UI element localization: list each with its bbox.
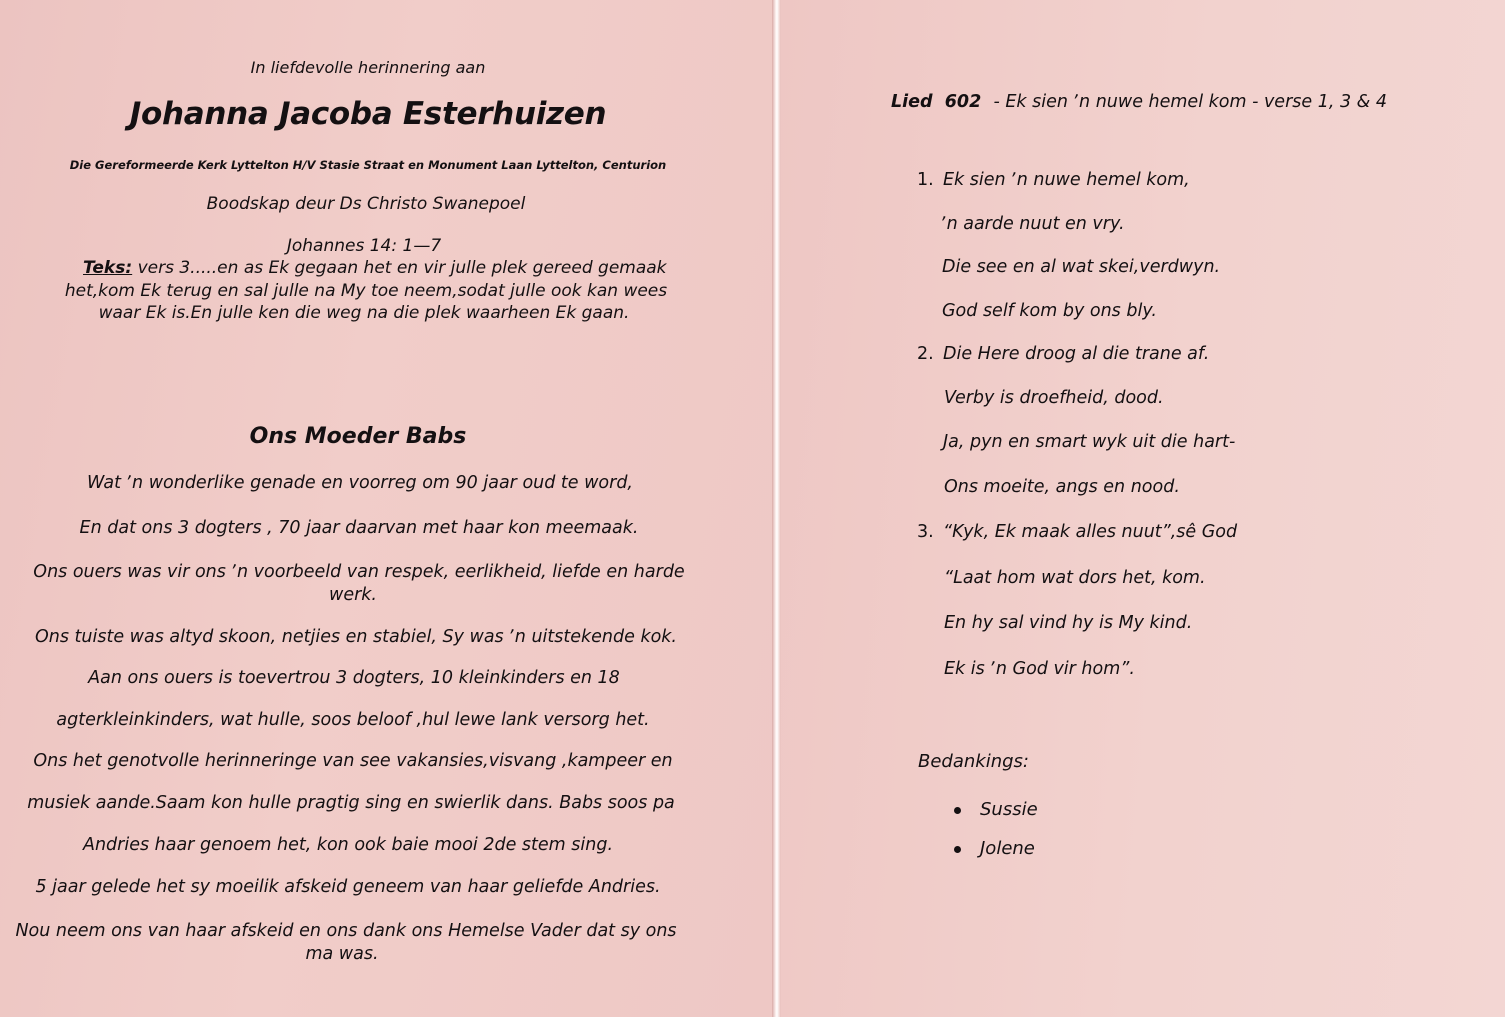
thanks-name: Sussie (980, 799, 1038, 820)
scripture-reference: Johannes 14: 1—7 (286, 236, 442, 256)
teks-line-3: waar Ek is.En julle ken die weg na die plek waarheen Ek gaan. (98, 303, 630, 323)
thanks-item (954, 838, 1035, 859)
verse-line: ʼn aarde nuut en vry. (941, 214, 1125, 234)
tribute-line: En dat ons 3 dogters , 70 jaar daarvan met haar kon meemaak. (79, 518, 639, 538)
teks-text-1: vers 3.....en as Ek gegaan het en vir julle plek gereed gemaak (132, 258, 667, 278)
tribute-line: agterkleinkinders, wat hulle, soos beloof ,hul lewe lank versorg het. (56, 710, 650, 730)
teks-line-1 (83, 258, 667, 278)
bullet-icon (954, 807, 961, 814)
tribute-line: ma was. (305, 944, 379, 964)
tribute-line: Aan ons ouers is toevertrou 3 dogters, 10 kleinkinders en 18 (88, 668, 620, 688)
tribute-line: werk. (329, 585, 377, 605)
verse-line: En hy sal vind hy is My kind. (944, 613, 1193, 633)
verse-line (917, 170, 1190, 190)
tribute-line: Ons tuiste was altyd skoon, netjies en stabiel, Sy was ʼn uitstekende kok. (35, 627, 677, 647)
church-address: Die Gereformeerde Kerk Lyttelton H/V Stasie Straat en Monument Laan Lyttelton, Centurion (69, 158, 667, 172)
hymn-title: - Ek sien ʼn nuwe hemel kom - verse 1, 3 & 4 (993, 92, 1388, 112)
verse-line: Ons moeite, angs en nood. (944, 477, 1180, 497)
deceased-name: Johanna Jacoba Esterhuizen (129, 96, 607, 132)
bullet-icon (954, 846, 961, 853)
verse-number: 1. (917, 170, 934, 190)
hymn-label: Lied (891, 92, 933, 112)
thanks-item (954, 799, 1038, 820)
message-by: Boodskap deur Ds Christo Swanepoel (206, 194, 526, 214)
tribute-line: Ons het genotvolle herinneringe van see vakansies,visvang ,kampeer en (33, 751, 673, 771)
right-page (781, 0, 1505, 1017)
verse-number: 2. (917, 344, 934, 364)
tribute-line: Wat ʼn wonderlike genade en voorreg om 90 jaar oud te word, (87, 473, 633, 493)
verse-line (917, 522, 1237, 542)
verse-line: Ek is ʼn God vir hom”. (944, 659, 1135, 679)
tribute-heading: Ons Moeder Babs (249, 424, 467, 449)
verse-number: 3. (917, 522, 934, 542)
verse-line: Die see en al wat skei,verdwyn. (942, 257, 1221, 277)
thanks-name: Jolene (980, 838, 1035, 859)
teks-line-2: het,kom Ek terug en sal julle na My toe neem,sodat julle ook kan wees (64, 281, 668, 301)
teks-label: Teks: (83, 258, 133, 278)
verse-line: “Laat hom wat dors het, kom. (944, 568, 1206, 588)
intro-line: In liefdevolle herinnering aan (250, 58, 486, 77)
tribute-line: musiek aande.Saam kon hulle pragtig sing en swierlik dans. Babs soos pa (27, 793, 675, 813)
hymn-number: 602 (944, 92, 982, 112)
verse-line: God self kom by ons bly. (942, 301, 1157, 321)
verse-text: Die Here droog al die trane af. (943, 344, 1210, 364)
tribute-line: Andries haar genoem het, kon ook baie mooi 2de stem sing. (82, 835, 614, 855)
hymn-heading (891, 92, 1387, 112)
thanks-heading: Bedankings: (918, 751, 1029, 772)
tribute-line: 5 jaar gelede het sy moeilik afskeid geneem van haar geliefde Andries. (35, 877, 661, 897)
verse-text: “Kyk, Ek maak alles nuut”,sê God (943, 522, 1238, 542)
tribute-line: Ons ouers was vir ons ʼn voorbeeld van respek, eerlikheid, liefde en harde (33, 562, 685, 582)
verse-line: Ja, pyn en smart wyk uit die hart- (943, 432, 1236, 452)
page-fold (772, 0, 781, 1017)
verse-text: Ek sien ʼn nuwe hemel kom, (943, 170, 1190, 190)
verse-line: Verby is droefheid, dood. (944, 388, 1164, 408)
verse-line (917, 344, 1209, 364)
tribute-line: Nou neem ons van haar afskeid en ons dank ons Hemelse Vader dat sy ons (15, 921, 677, 941)
